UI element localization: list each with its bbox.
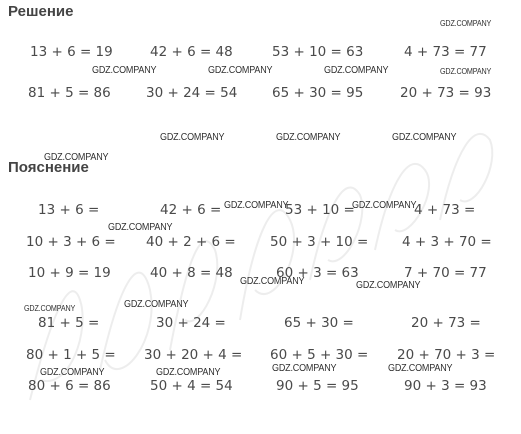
- explanation-equation: 80 + 6 = 86: [28, 378, 111, 394]
- explanation-equation: 90 + 5 = 95: [276, 378, 359, 394]
- explanation-equation: 13 + 6 =: [38, 202, 100, 218]
- solution-equation: 53 + 10 = 63: [272, 44, 364, 60]
- heading-explanation: Пояснение: [8, 159, 89, 176]
- solution-equation: 30 + 24 = 54: [146, 85, 238, 101]
- solution-equation: 42 + 6 = 48: [150, 44, 233, 60]
- watermark-label: GDZ.COMPANY: [392, 132, 457, 143]
- explanation-equation: 65 + 30 =: [284, 315, 354, 331]
- watermark-label: GDZ.COMPANY: [276, 132, 341, 143]
- watermark-label: GDZ.COMPANY: [356, 280, 421, 291]
- watermark-label: GDZ.COMPANY: [272, 363, 337, 374]
- watermark-label: GDZ.COMPANY: [156, 367, 221, 378]
- explanation-equation: 4 + 73 =: [414, 202, 476, 218]
- watermark-label: GDZ.COMPANY: [40, 367, 105, 378]
- explanation-equation: 50 + 4 = 54: [150, 378, 233, 394]
- heading-solution: Решение: [8, 3, 74, 20]
- watermark-label: GDZ.COMPANY: [440, 19, 492, 28]
- explanation-equation: 90 + 3 = 93: [404, 378, 487, 394]
- watermark-label: GDZ.COMPANY: [44, 152, 109, 163]
- watermark-label: GDZ.COMPANY: [108, 222, 173, 233]
- solution-equation: 20 + 73 = 93: [400, 85, 492, 101]
- explanation-equation: 50 + 3 + 10 =: [270, 234, 369, 250]
- explanation-equation: 20 + 70 + 3 =: [397, 347, 496, 363]
- explanation-equation: 40 + 2 + 6 =: [146, 234, 236, 250]
- watermark-label: GDZ.COMPANY: [440, 67, 492, 76]
- explanation-equation: 30 + 20 + 4 =: [144, 347, 243, 363]
- explanation-equation: 81 + 5 =: [38, 315, 100, 331]
- explanation-equation: 53 + 10 =: [285, 202, 355, 218]
- watermark-label: GDZ.COMPANY: [388, 363, 453, 374]
- solution-equation: 4 + 73 = 77: [404, 44, 487, 60]
- watermark-label: GDZ.COMPANY: [224, 200, 289, 211]
- explanation-equation: 20 + 73 =: [411, 315, 481, 331]
- explanation-equation: 80 + 1 + 5 =: [26, 347, 116, 363]
- explanation-equation: 10 + 9 = 19: [28, 265, 111, 281]
- solution-equation: 81 + 5 = 86: [28, 85, 111, 101]
- explanation-equation: 60 + 3 = 63: [276, 265, 359, 281]
- explanation-equation: 60 + 5 + 30 =: [270, 347, 369, 363]
- solution-equation: 65 + 30 = 95: [272, 85, 364, 101]
- explanation-equation: 40 + 8 = 48: [150, 265, 233, 281]
- explanation-equation: 42 + 6 =: [160, 202, 222, 218]
- watermark-label: GDZ.COMPANY: [324, 65, 389, 76]
- solution-equation: 13 + 6 = 19: [30, 44, 113, 60]
- explanation-equation: 7 + 70 = 77: [404, 265, 487, 281]
- watermark-label: GDZ.COMPANY: [24, 304, 76, 313]
- watermark-label: GDZ.COMPANY: [352, 200, 417, 211]
- explanation-equation: 4 + 3 + 70 =: [402, 234, 492, 250]
- explanation-equation: 30 + 24 =: [156, 315, 226, 331]
- explanation-equation: 10 + 3 + 6 =: [26, 234, 116, 250]
- watermark-label: GDZ.COMPANY: [208, 65, 273, 76]
- watermark-label: GDZ.COMPANY: [160, 132, 225, 143]
- watermark-label: GDZ.COMPANY: [240, 276, 305, 287]
- watermark-label: GDZ.COMPANY: [92, 65, 157, 76]
- watermark-label: GDZ.COMPANY: [124, 299, 189, 310]
